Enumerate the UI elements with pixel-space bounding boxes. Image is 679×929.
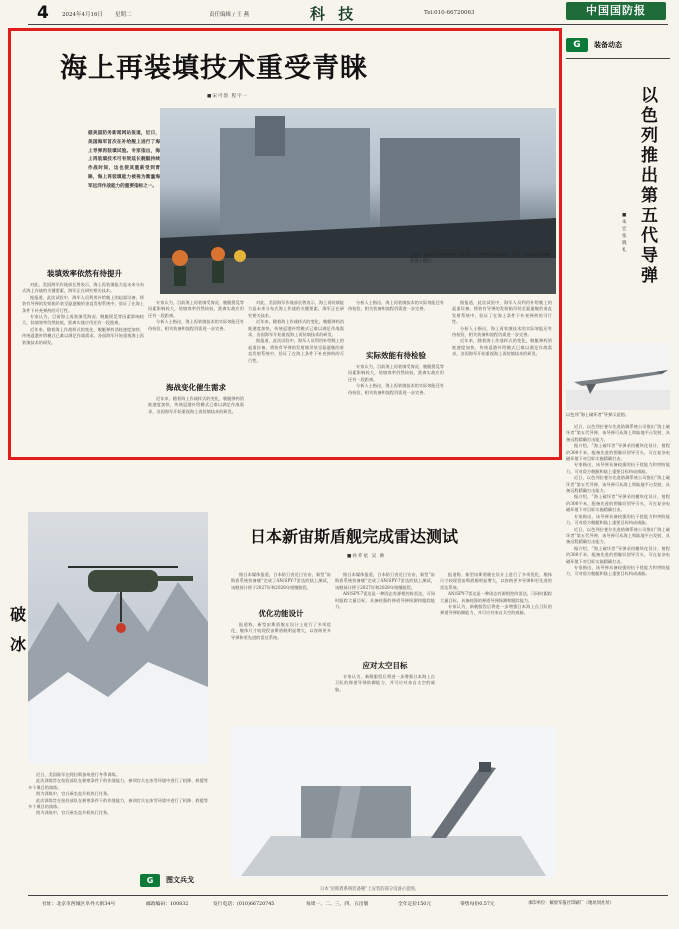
article2-subhead-1: 优化功能设计 — [258, 609, 304, 618]
right-article-title: 以色列推出第五代导弹 — [641, 86, 658, 286]
article1-paragraph: 据报道，此次试验中，海军人员利用补给舰上的起重设备，将装有导弹的发射箱吊装至驱逐舰的垂直发射系统中，验证了在海上条件下补充弹药的可行性。 — [22, 294, 144, 313]
article1-paragraph: 分析人士指出，海上再装填技术的实际效能还有待检验，相关装备和流程仍需进一步完善。 — [348, 383, 444, 395]
article1-col-2b — [148, 396, 244, 454]
issue-weekday: 星期二 — [115, 12, 132, 18]
article2-byline: ■孙乔星 吴 帅 — [347, 554, 386, 559]
right-paragraph: 据介绍，“海上破坏者”导弹采用模块化设计，射程约300千米，配备先进的图像识别导引头，可在复杂电磁环境下对目标实施精确打击。 — [566, 545, 670, 564]
right-paragraph: 专家指出，该导弹具备较强的抗干扰能力和突防能力，可对敌方舰艇和陆上重要目标构成威胁。 — [566, 513, 670, 526]
left-body-paragraph: 此次训练旨在检验部队在极寒条件下的作战能力，参训官兵在冰雪环境中进行了机降、救援等多个课目的演练。 — [28, 797, 208, 810]
left-photo-title: 破冰 — [10, 605, 27, 654]
article1-paragraph: 对此，美国海军作战部长曾表示，海上再装填能力是未来分布式海上作战的关键要素，海军正在研究相关技术。 — [22, 282, 144, 294]
footer-printer: 承印单位：解放军报社印刷厂（地址同社址） — [528, 901, 614, 906]
footer-postcode: 邮政编码：100832 — [146, 902, 189, 907]
missile-photo — [566, 342, 670, 410]
article1-paragraph: 近年来，随着海上作战样式的变化，舰艇弹药消耗速度加快，传统返港补给模式已难以满足作战需求，各国海军开始重视海上再装填技术的研发。 — [248, 319, 344, 338]
article1-paragraph: 专家认为，目前海上再装填受海况、舰艇摇晃等因素影响较大，装填效率仍然较低，距离实战应用还有一段距离。 — [22, 314, 144, 326]
missile-illustration — [566, 342, 670, 410]
article1-paragraph: 专家认为，目前海上再装填受海况、舰艇摇晃等因素影响较大，装填效率仍然较低，距离实战应用还有一段距离。 — [148, 300, 244, 318]
article2-paragraph: 专家认为，新舰服役后将进一步增强日本海上自卫队的弹道导弹防御能力，并可应对来自太空的威胁。 — [440, 604, 552, 616]
left-body-paragraph: 此次训练旨在检验部队在极寒条件下的作战能力，参训官兵在冰雪环境中进行了机降、救援等多个课目的演练。 — [28, 778, 208, 790]
article1-paragraph: 近年来，随着海上作战样式的变化，舰艇弹药消耗速度加快，传统返港补给模式已难以满足作战需求，各国海军开始重视海上再装填技术的研发。 — [148, 396, 244, 414]
newspaper-logo — [566, 2, 666, 20]
article1-paragraph: 据报道，此次试验中，海军人员利用补给舰上的起重设备，将装有导弹的发射箱吊装至驱逐舰的垂直发射系统中，验证了在海上条件下补充弹药的可行性。 — [248, 338, 344, 363]
article1-title: 海上再装填技术重受青睐 — [60, 53, 368, 84]
right-paragraph: 近日，以色列拉斐尔先进防御系统公司推出“海上破坏者”第五代导弹，该导弹可从海上和陆地平台发射，具备远程精确打击能力。 — [566, 424, 670, 442]
left-photo-caption — [28, 772, 208, 872]
editor-tel: Tel:010-66720063 — [424, 10, 475, 16]
article1-paragraph: 分析人士指出，海上再装填技术的实际效能还有待检验，相关装备和流程仍需进一步完善。 — [148, 319, 244, 331]
right-paragraph: 据介绍，“海上破坏者”导弹采用模块化设计，射程约300千米，配备先进的图像识别导引头，可在复杂电磁环境下对目标实施精确打击。 — [566, 443, 670, 462]
picture-label-text: 图文兵戈 — [166, 876, 194, 884]
right-paragraph: 专家指出，该导弹具备较强的抗干扰能力和突防能力，可对敌方舰艇和陆上重要目标构成威胁。 — [566, 564, 670, 577]
page-footer — [28, 900, 668, 914]
article1-col-1 — [22, 282, 144, 454]
article2-col-2b — [335, 674, 435, 724]
right-label-rule — [566, 58, 670, 59]
article1-subhead-2: 海战变化催生需求 — [166, 383, 226, 392]
article1-paragraph: 对此，美国海军作战部长曾表示，海上再装填能力是未来分布式海上作战的关键要素，海军正在研究相关技术。 — [248, 300, 344, 318]
section-badge-icon: G — [566, 38, 588, 52]
article2-title: 日本新宙斯盾舰完成雷达测试 — [250, 527, 459, 546]
right-paragraph: 据介绍，“海上破坏者”导弹采用模块化设计，射程约300千米，配备先进的图像识别导引头，可在复杂电磁环境下对目标实施精确打击。 — [566, 494, 670, 513]
helicopter-snow-illustration — [28, 512, 208, 764]
missile-photo-caption: 以色列“海上破坏者”导弹示意图。 — [566, 412, 629, 417]
article1-photo-caption: 上图：美海军在补给舰上进行海上导弹再装填试验；下图：美海军驱逐舰在海上航行。 — [410, 253, 550, 265]
article1-paragraph: 近年来，随着海上作战样式的变化，舰艇弹药消耗速度加快，传统返港补给模式已难以满足作战需求，各国海军开始重视海上再装填技术的研发。 — [22, 326, 144, 345]
footer-schedule: 每周一、二、三、四、五出版 — [306, 902, 369, 907]
footer-divider — [28, 895, 668, 896]
left-body-paragraph: 图为训练中，官兵乘坐直升机执行任务。 — [36, 810, 112, 816]
article2-paragraph: 专家认为，新舰服役后将进一步增强日本海上自卫队的弹道导弹防御能力，并可应对来自太空的威胁。 — [335, 674, 435, 692]
aegis-ship-illustration — [231, 726, 556, 878]
article2-photo — [231, 726, 556, 878]
article2-paragraph: 报道称，新型宙斯盾舰在设计上进行了多项优化，舰体尺寸较现役宙斯盾舰明显增大，以容纳更多导弹和更先进的雷达系统。 — [440, 572, 552, 590]
article2-paragraph: AN/SPY-7雷达是一种固态有源相控阵雷达，可同时跟踪大量目标，具备较强的弹道导弹探测和跟踪能力。 — [440, 591, 552, 603]
article1-subhead-3: 实际效能有待检验 — [366, 351, 426, 360]
picture-section-label — [140, 873, 240, 889]
right-paragraph: 专家指出，该导弹具备较强的抗干扰能力和突防能力，可对敌方舰艇和陆上重要目标构成威胁。 — [566, 462, 670, 474]
page-number: 4 — [37, 3, 49, 23]
article1-col-3 — [248, 300, 344, 454]
right-paragraph: 近日，以色列拉斐尔先进防御系统公司推出“海上破坏者”第五代导弹，该导弹可从海上和陆地平台发射，具备远程精确打击能力。 — [566, 526, 670, 545]
footer-address: 社址：北京市西城区阜外大街34号 — [42, 902, 116, 907]
article2-subhead-2: 应对太空目标 — [362, 661, 408, 670]
article2-paragraph: 报道称，新型宙斯盾舰在设计上进行了多项优化，舰体尺寸较现役宙斯盾舰明显增大，以容纳更多导弹和更先进的雷达系统。 — [231, 622, 331, 640]
footer-issue-tel: 发行电话：(010)66720745 — [213, 902, 275, 907]
picture-badge-icon: G — [140, 874, 160, 887]
article1-col-4b — [348, 364, 444, 454]
article2-paragraph: 据日本媒体报道，日本防卫省近日宣布，新型“宙斯盾系统装备舰”完成了AN/SPY-7雷达的陆上测试，该舰预计将于2027年和2028年相继服役。 — [335, 572, 435, 590]
article1-col-2 — [148, 300, 244, 378]
article2-paragraph: AN/SPY-7雷达是一种固态有源相控阵雷达，可同时跟踪大量目标，具备较强的弹道导弹探测和跟踪能力。 — [335, 591, 435, 610]
right-article-byline: ■朱 宏 张晓礼 — [622, 213, 627, 253]
article1-col-4 — [348, 300, 444, 350]
article1-paragraph: 专家认为，目前海上再装填受海况、舰艇摇晃等因素影响较大，装填效率仍然较低，距离实战应用还有一段距离。 — [348, 364, 444, 382]
right-article-body — [566, 424, 670, 892]
article2-col-3 — [440, 572, 552, 722]
footer-issue-price: 零售每份0.57元 — [460, 902, 495, 907]
article1-paragraph: 近年来，随着海上作战样式的变化，舰艇弹药消耗速度加快，传统返港补给模式已难以满足作战需求，各国海军开始重视海上再装填技术的研发。 — [452, 338, 552, 357]
article1-col-5 — [452, 300, 552, 454]
left-body-paragraph: 图为训练中，官兵乘坐直升机执行任务。 — [36, 791, 112, 797]
left-feature-photo — [28, 512, 208, 764]
article1-photo — [160, 108, 556, 294]
article1-paragraph: 分析人士指出，海上再装填技术的实际效能还有待检验，相关装备和流程仍需进一步完善。 — [348, 300, 444, 312]
article2-paragraph: 据日本媒体报道，日本防卫省近日宣布，新型“宙斯盾系统装备舰”完成了AN/SPY-7雷达的陆上测试，该舰预计将于2027年和2028年相继服役。 — [231, 572, 331, 590]
page-header — [0, 0, 679, 26]
footer-annual-price: 全年定价150元 — [398, 902, 432, 907]
article1-lead: 据美国防务新闻网站报道，近日，美国海军首次在补给舰上进行了海上导弹再装填试验。专家指出，海上再装填技术可有效延长舰艇持续作战时间，这也使其重新受到青睐，海上再装填能力被视为衡量海军远洋作战能力的重要指标之一。 — [88, 131, 160, 189]
issue-date: 2024年4月16日 — [62, 12, 103, 18]
header-divider — [28, 24, 668, 25]
logo-text: 中国国防报 — [586, 4, 646, 17]
section-title: 科 技 — [310, 5, 358, 23]
right-section-label — [566, 38, 670, 54]
article2-col-1b — [231, 622, 331, 668]
article1-subhead-1: 装填效率依然有待提升 — [47, 269, 122, 278]
article2-col-2 — [335, 572, 435, 656]
editor-credit: 责任编辑 / 王 燕 — [209, 12, 250, 18]
article1-paragraph: 据报道，此次试验中，海军人员利用补给舰上的起重设备，将装有导弹的发射箱吊装至驱逐舰的垂直发射系统中，验证了在海上条件下补充弹药的可行性。 — [452, 300, 552, 325]
right-paragraph: 近日，以色列拉斐尔先进防御系统公司推出“海上破坏者”第五代导弹，该导弹可从海上和陆地平台发射，具备远程精确打击能力。 — [566, 475, 670, 494]
left-caption-text: 近日，美国陆军在阿拉斯加州进行冬季训练。 — [36, 772, 120, 777]
article1-byline: ■宋可韵 程宇一 — [207, 94, 249, 99]
section-label-text: 装备动态 — [594, 41, 622, 49]
article2-photo-caption: 日本“宙斯盾系统装备舰”上安装的部分设备示意图。 — [320, 887, 419, 892]
article1-paragraph: 分析人士指出，海上再装填技术的实际效能还有待检验，相关装备和流程仍需进一步完善。 — [452, 325, 552, 338]
